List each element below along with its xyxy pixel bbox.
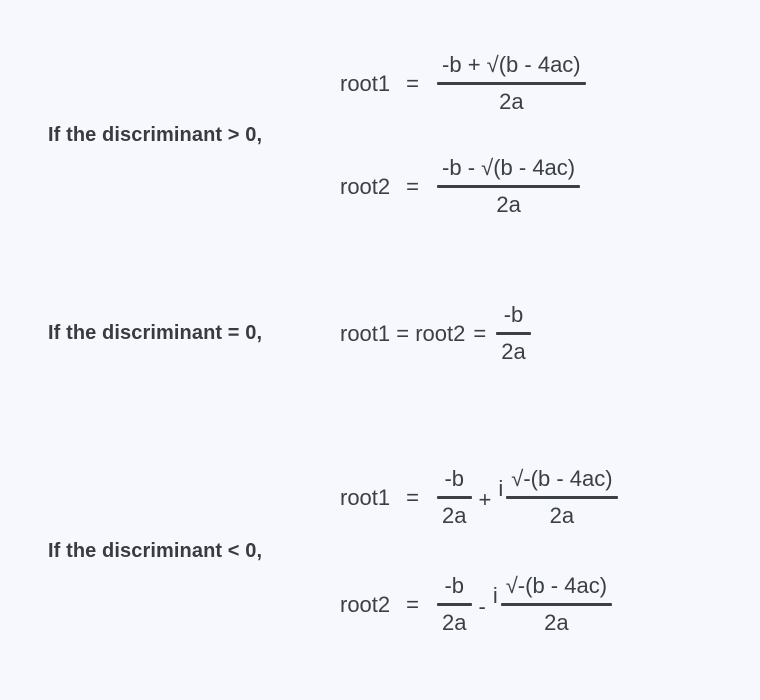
- operator-sign: -: [478, 593, 486, 619]
- fraction-denominator: 2a: [501, 339, 526, 364]
- fraction-bar: [496, 332, 530, 335]
- discriminant-case-positive: [0, 52, 760, 218]
- condition-label: If the discriminant > 0,: [48, 123, 263, 146]
- fraction-numerator: √-(b - 4ac): [511, 466, 613, 491]
- equation-lhs: root1: [340, 70, 391, 96]
- equation-root1-complex: [340, 466, 618, 529]
- imaginary-unit: i: [498, 475, 504, 501]
- fraction-numerator: -b - √(b - 4ac): [442, 155, 576, 180]
- imaginary-part-fraction: [506, 466, 617, 529]
- imaginary-part-fraction: [501, 573, 612, 636]
- fraction: [496, 302, 530, 365]
- imaginary-unit: i: [492, 582, 498, 608]
- fraction-denominator: 2a: [496, 192, 521, 217]
- equation-equal-roots: [340, 302, 531, 365]
- equation-lhs: root1 = root2: [340, 320, 466, 346]
- equals-sign: =: [406, 70, 420, 96]
- fraction-denominator: 2a: [544, 610, 569, 635]
- fraction-denominator: 2a: [442, 503, 467, 528]
- fraction-numerator: √-(b - 4ac): [505, 573, 608, 598]
- fraction-numerator: -b: [444, 466, 465, 491]
- real-part-fraction: [437, 466, 471, 529]
- fraction: [437, 52, 586, 115]
- fraction-bar: [437, 603, 471, 606]
- equation-root2: [340, 155, 586, 218]
- equation-lhs: root2: [340, 173, 391, 199]
- equation-root1: [340, 52, 586, 115]
- fraction-denominator: 2a: [442, 610, 467, 635]
- fraction: [437, 155, 580, 218]
- fraction-bar: [437, 185, 580, 188]
- condition-label: If the discriminant < 0,: [48, 539, 263, 562]
- equals-sign: =: [406, 173, 420, 199]
- fraction-bar: [506, 496, 617, 499]
- equals-sign: =: [406, 484, 420, 510]
- equation-stack: [340, 302, 531, 365]
- equation-stack: [340, 466, 618, 636]
- fraction-numerator: -b: [444, 573, 465, 598]
- discriminant-case-negative: [0, 466, 760, 636]
- equation-lhs: root2: [340, 591, 391, 617]
- operator-sign: +: [478, 486, 492, 512]
- equation-root2-complex: [340, 573, 618, 636]
- fraction-denominator: 2a: [549, 503, 575, 528]
- discriminant-case-zero: [0, 302, 760, 365]
- equals-sign: =: [406, 591, 420, 617]
- equals-sign: =: [473, 320, 487, 346]
- fraction-numerator: -b + √(b - 4ac): [442, 52, 581, 77]
- equation-lhs: root1: [340, 484, 391, 510]
- real-part-fraction: [437, 573, 471, 636]
- fraction-numerator: -b: [503, 302, 524, 327]
- fraction-bar: [501, 603, 612, 606]
- fraction-bar: [437, 82, 586, 85]
- equation-stack: [340, 52, 586, 218]
- condition-label: If the discriminant = 0,: [48, 322, 263, 344]
- fraction-denominator: 2a: [499, 89, 524, 114]
- fraction-bar: [437, 496, 471, 499]
